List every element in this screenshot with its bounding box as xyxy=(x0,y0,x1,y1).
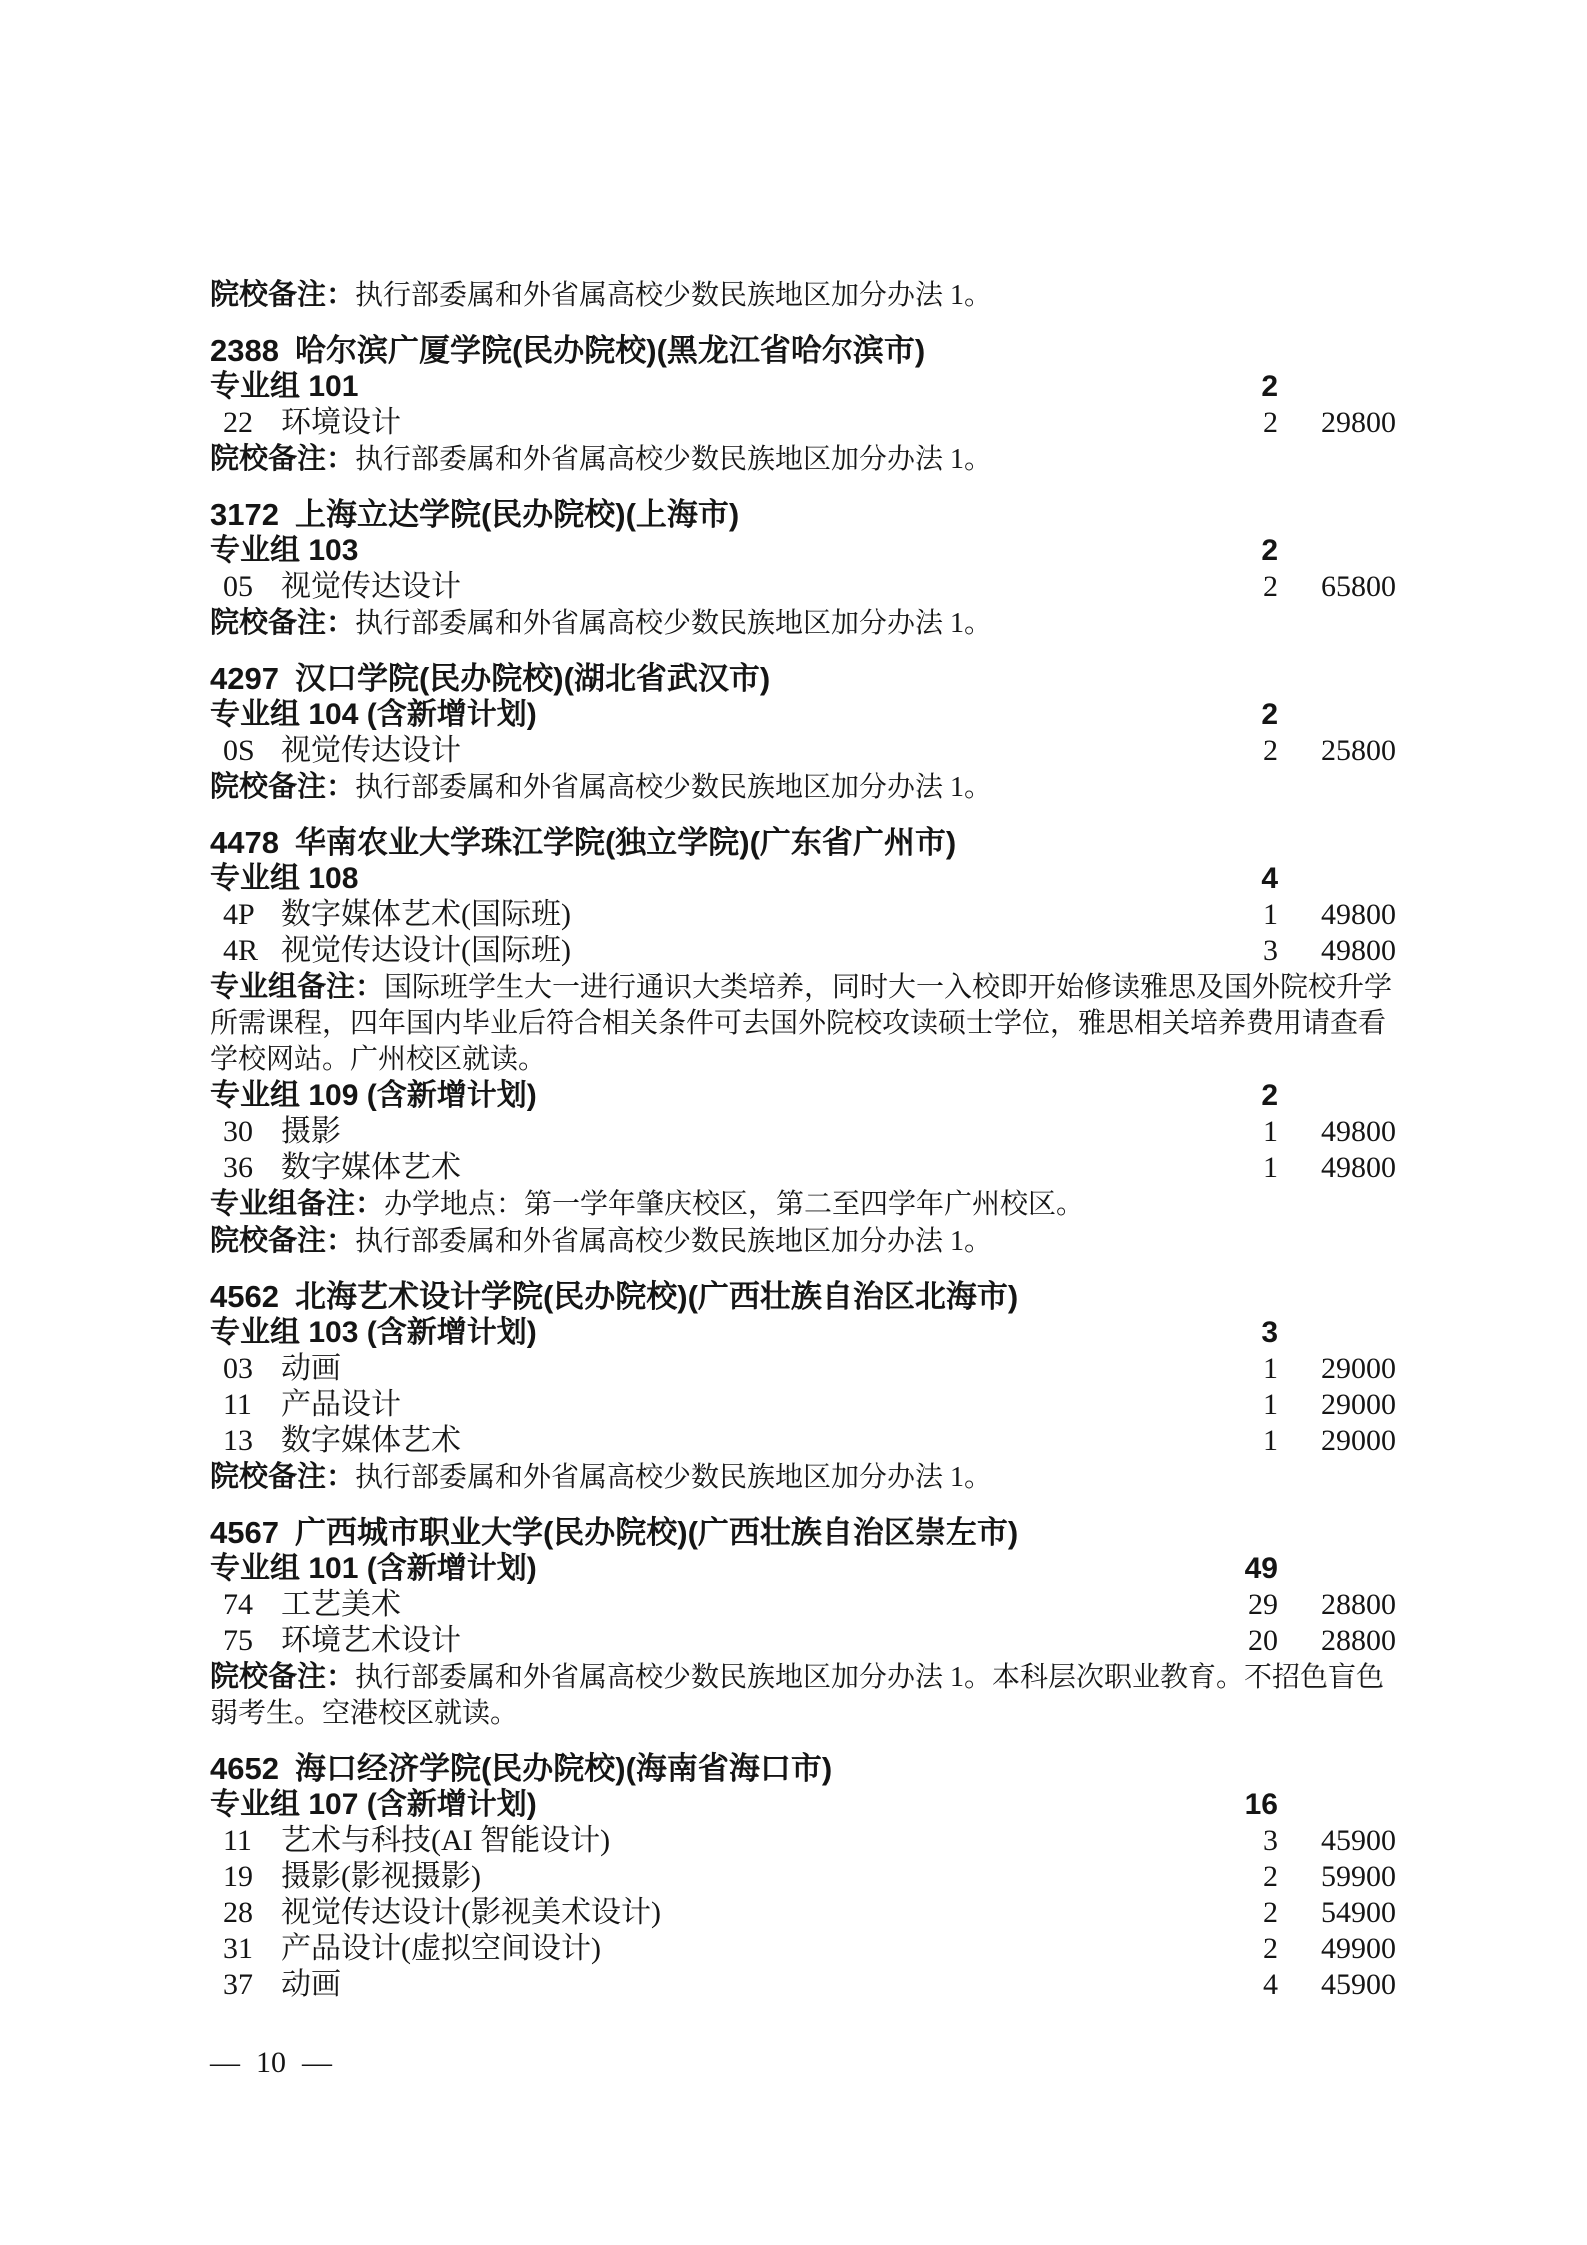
group-label: 专业组 103 (含新增计划) xyxy=(210,1316,537,1349)
major-row xyxy=(210,1895,1405,1931)
major-fee: 45900 xyxy=(1321,1824,1396,1857)
school-name: 哈尔滨广厦学院(民办院校)(黑龙江省哈尔滨市) xyxy=(294,333,926,368)
major-plan-count: 1 xyxy=(1263,1388,1278,1421)
major-code: 11 xyxy=(223,1824,252,1857)
major-code: 75 xyxy=(223,1624,253,1657)
major-code: 37 xyxy=(223,1968,253,2001)
school-name: 广西城市职业大学(民办院校)(广西壮族自治区崇左市) xyxy=(294,1515,1019,1550)
major-code: 36 xyxy=(223,1151,253,1184)
major-row xyxy=(210,1967,1405,2003)
school-block xyxy=(210,497,1405,642)
major-plan-count: 2 xyxy=(1263,1896,1278,1929)
major-name: 数字媒体艺术 xyxy=(281,1424,461,1457)
major-row xyxy=(210,1859,1405,1895)
major-group-row xyxy=(210,861,1405,897)
major-fee: 49900 xyxy=(1321,1932,1396,1965)
major-name: 动画 xyxy=(281,1968,341,2001)
major-row xyxy=(210,405,1405,441)
major-group-row xyxy=(210,1787,1405,1823)
major-group-row xyxy=(210,1315,1405,1351)
major-fee: 28800 xyxy=(1321,1588,1396,1621)
major-row xyxy=(210,1351,1405,1387)
major-row xyxy=(210,1387,1405,1423)
school-code: 4478 xyxy=(210,825,279,860)
group-label: 专业组 104 (含新增计划) xyxy=(210,698,537,731)
note-text: 执行部委属和外省属高校少数民族地区加分办法 1。 xyxy=(355,1226,993,1257)
group-label: 专业组 108 xyxy=(210,862,359,895)
major-name: 艺术与科技(AI 智能设计) xyxy=(281,1824,611,1857)
school-heading xyxy=(210,497,1405,533)
major-row xyxy=(210,1423,1405,1459)
school-block xyxy=(210,825,1405,1260)
school-block xyxy=(210,1515,1405,1732)
major-name: 摄影(影视摄影) xyxy=(281,1860,481,1893)
major-plan-count: 3 xyxy=(1263,934,1278,967)
group-plan-count: 49 xyxy=(1244,1552,1278,1585)
major-group-row xyxy=(210,1078,1405,1114)
major-row xyxy=(210,569,1405,605)
major-code: 22 xyxy=(223,406,253,439)
major-plan-count: 20 xyxy=(1248,1624,1278,1657)
school-block xyxy=(210,1751,1405,2003)
major-name: 环境设计 xyxy=(281,406,401,439)
school-code: 3172 xyxy=(210,497,279,532)
major-name: 环境艺术设计 xyxy=(281,1624,461,1657)
footer-dash-left: — xyxy=(210,2046,240,2079)
major-code: 05 xyxy=(223,570,253,603)
major-plan-count: 3 xyxy=(1263,1824,1278,1857)
major-name: 视觉传达设计 xyxy=(281,734,461,767)
major-plan-count: 1 xyxy=(1263,898,1278,931)
major-name: 视觉传达设计(国际班) xyxy=(281,934,571,967)
institution-note xyxy=(210,277,1405,314)
major-code: 30 xyxy=(223,1115,253,1148)
major-name: 动画 xyxy=(281,1352,341,1385)
note-text: 执行部委属和外省属高校少数民族地区加分办法 1。 xyxy=(355,444,993,475)
note-label: 专业组备注： xyxy=(210,971,385,1003)
page-number: 10 xyxy=(256,2046,286,2079)
major-plan-count: 1 xyxy=(1263,1424,1278,1457)
school-block xyxy=(210,1279,1405,1496)
note-text: 执行部委属和外省属高校少数民族地区加分办法 1。 xyxy=(355,280,993,311)
group-plan-count: 2 xyxy=(1261,534,1278,567)
major-code: 13 xyxy=(223,1424,253,1457)
major-plan-count: 29 xyxy=(1248,1588,1278,1621)
major-name: 产品设计(虚拟空间设计) xyxy=(281,1932,601,1965)
school-note xyxy=(210,1223,1405,1260)
major-plan-count: 4 xyxy=(1263,1968,1278,2001)
school-block xyxy=(210,333,1405,478)
major-fee: 49800 xyxy=(1321,934,1396,967)
note-label: 院校备注： xyxy=(210,1661,356,1693)
major-code: 0S xyxy=(223,734,255,767)
major-plan-count: 2 xyxy=(1263,570,1278,603)
school-note xyxy=(210,769,1405,806)
school-name: 华南农业大学珠江学院(独立学院)(广东省广州市) xyxy=(294,825,957,860)
school-name: 汉口学院(民办院校)(湖北省武汉市) xyxy=(294,661,771,696)
school-code: 4652 xyxy=(210,1751,279,1786)
major-row xyxy=(210,733,1405,769)
major-plan-count: 2 xyxy=(1263,734,1278,767)
school-heading xyxy=(210,1751,1405,1787)
major-code: 31 xyxy=(223,1932,253,1965)
school-heading xyxy=(210,1515,1405,1551)
group-label: 专业组 109 (含新增计划) xyxy=(210,1079,537,1112)
group-label: 专业组 101 (含新增计划) xyxy=(210,1552,537,1585)
note-text: 办学地点：第一学年肇庆校区，第二至四学年广州校区。 xyxy=(384,1189,1085,1220)
major-fee: 54900 xyxy=(1321,1896,1396,1929)
major-name: 摄影 xyxy=(281,1115,341,1148)
note-label: 院校备注： xyxy=(210,279,356,311)
major-name: 产品设计 xyxy=(281,1388,401,1421)
school-note xyxy=(210,605,1405,642)
major-code: 11 xyxy=(223,1388,252,1421)
major-fee: 28800 xyxy=(1321,1624,1396,1657)
school-heading xyxy=(210,825,1405,861)
school-name: 北海艺术设计学院(民办院校)(广西壮族自治区北海市) xyxy=(294,1279,1019,1314)
note-label: 院校备注： xyxy=(210,1225,356,1257)
major-row xyxy=(210,933,1405,969)
major-code: 4R xyxy=(223,934,259,967)
school-heading xyxy=(210,333,1405,369)
school-code: 4562 xyxy=(210,1279,279,1314)
major-plan-count: 1 xyxy=(1263,1352,1278,1385)
school-note xyxy=(210,441,1405,478)
group-note xyxy=(210,1186,1405,1223)
school-code: 4567 xyxy=(210,1515,279,1550)
major-code: 4P xyxy=(223,898,255,931)
major-fee: 29000 xyxy=(1321,1388,1396,1421)
major-row xyxy=(210,1150,1405,1186)
note-label: 院校备注： xyxy=(210,771,356,803)
school-note xyxy=(210,1459,1405,1496)
major-fee: 65800 xyxy=(1321,570,1396,603)
major-row xyxy=(210,1587,1405,1623)
note-text: 国际班学生大一进行通识大类培养，同时大一入校即开始修读雅思及国外院校升学所需课程，四年国内毕业后符合相关条件可去国外院校攻读硕士学位，雅思相关培养费用请查看学校网站。广州校区就读。 xyxy=(210,972,1393,1075)
note-label: 院校备注： xyxy=(210,607,356,639)
major-row xyxy=(210,1823,1405,1859)
major-code: 19 xyxy=(223,1860,253,1893)
major-fee: 29800 xyxy=(1321,406,1396,439)
major-group-row xyxy=(210,1551,1405,1587)
major-name: 工艺美术 xyxy=(281,1588,401,1621)
note-text: 执行部委属和外省属高校少数民族地区加分办法 1。 xyxy=(355,608,993,639)
major-fee: 29000 xyxy=(1321,1352,1396,1385)
group-plan-count: 3 xyxy=(1261,1316,1278,1349)
major-fee: 49800 xyxy=(1321,1151,1396,1184)
group-plan-count: 4 xyxy=(1261,862,1278,895)
major-group-row xyxy=(210,697,1405,733)
major-fee: 25800 xyxy=(1321,734,1396,767)
school-note xyxy=(210,1659,1405,1732)
major-row xyxy=(210,1114,1405,1150)
major-plan-count: 2 xyxy=(1263,1860,1278,1893)
major-name: 视觉传达设计 xyxy=(281,570,461,603)
group-plan-count: 2 xyxy=(1261,698,1278,731)
document-content xyxy=(210,277,1405,2003)
major-row xyxy=(210,897,1405,933)
major-plan-count: 2 xyxy=(1263,406,1278,439)
school-block xyxy=(210,661,1405,806)
major-fee: 59900 xyxy=(1321,1860,1396,1893)
school-code: 2388 xyxy=(210,333,279,368)
major-name: 数字媒体艺术 xyxy=(281,1151,461,1184)
group-label: 专业组 103 xyxy=(210,534,359,567)
major-plan-count: 1 xyxy=(1263,1115,1278,1148)
major-row xyxy=(210,1623,1405,1659)
major-name: 数字媒体艺术(国际班) xyxy=(281,898,571,931)
major-group-row xyxy=(210,369,1405,405)
group-label: 专业组 101 xyxy=(210,370,359,403)
note-text: 执行部委属和外省属高校少数民族地区加分办法 1。本科层次职业教育。不招色盲色弱考生。空港校区就读。 xyxy=(210,1662,1385,1729)
group-plan-count: 2 xyxy=(1261,370,1278,403)
school-heading xyxy=(210,661,1405,697)
footer-dash-right: — xyxy=(302,2046,332,2079)
major-fee: 49800 xyxy=(1321,1115,1396,1148)
note-label: 院校备注： xyxy=(210,1461,356,1493)
note-text: 执行部委属和外省属高校少数民族地区加分办法 1。 xyxy=(355,772,993,803)
major-code: 28 xyxy=(223,1896,253,1929)
group-plan-count: 2 xyxy=(1261,1079,1278,1112)
note-label: 专业组备注： xyxy=(210,1188,385,1220)
major-row xyxy=(210,1931,1405,1967)
group-plan-count: 16 xyxy=(1244,1788,1278,1821)
major-code: 03 xyxy=(223,1352,253,1385)
school-heading xyxy=(210,1279,1405,1315)
school-name: 上海立达学院(民办院校)(上海市) xyxy=(294,497,740,532)
major-name: 视觉传达设计(影视美术设计) xyxy=(281,1896,661,1929)
group-label: 专业组 107 (含新增计划) xyxy=(210,1788,537,1821)
major-code: 74 xyxy=(223,1588,253,1621)
school-name: 海口经济学院(民办院校)(海南省海口市) xyxy=(294,1751,833,1786)
major-group-row xyxy=(210,533,1405,569)
major-plan-count: 1 xyxy=(1263,1151,1278,1184)
major-fee: 49800 xyxy=(1321,898,1396,931)
major-fee: 45900 xyxy=(1321,1968,1396,2001)
page-footer xyxy=(210,2045,332,2081)
group-note xyxy=(210,969,1405,1078)
major-plan-count: 2 xyxy=(1263,1932,1278,1965)
note-text: 执行部委属和外省属高校少数民族地区加分办法 1。 xyxy=(355,1462,993,1493)
school-code: 4297 xyxy=(210,661,279,696)
note-label: 院校备注： xyxy=(210,443,356,475)
major-fee: 29000 xyxy=(1321,1424,1396,1457)
